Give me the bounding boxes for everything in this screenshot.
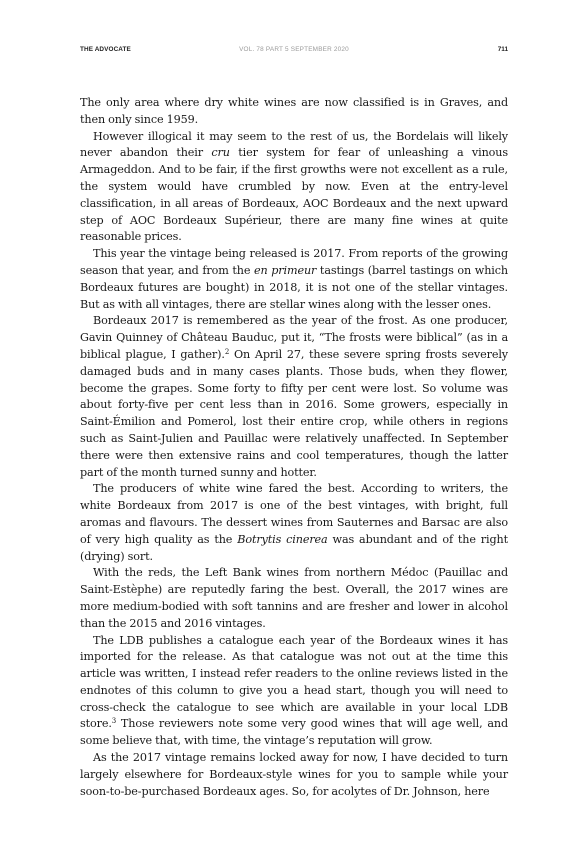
italic-term: Botrytis cinerea (237, 532, 328, 546)
issue-info: VOL. 78 PART 5 SEPTEMBER 2020 (239, 46, 349, 53)
paragraph-6: With the reds, the Left Bank wines from northern Médoc (Pauillac and Saint-Estèphe) are reputedly faring the best. Overall, the 2017 wines are more medium-bodied with soft tannins and are fresher and lower in alcohol than the 2015 and 2016 vintages. (80, 566, 508, 630)
paragraph-1: The only area where dry white wines are now classified is in Graves, and then only since 1959. (80, 96, 508, 126)
running-header (80, 46, 508, 58)
paragraph-2: However illogical it may seem to the rest of us, the Bordelais will likely never abandon their cru tier system for fear of unleashing a vinous Armageddon. And to be fair, if the first growths were not excellent as a rule, the system would have crumbled by now. Even at the entry-level classification, in all areas of Bordeaux, AOC Bordeaux and the next upward step of AOC Bordeaux Supérieur, there are many fine wines at quite reasonable prices. (80, 129, 508, 244)
page-number: 711 (497, 46, 508, 53)
paragraph-7: The LDB publishes a catalogue each year of the Bordeaux wines it has imported for the release. As that catalogue was not out at the time this article was written, I instead refer readers to the online reviews listed in the endnotes of this column to give you a head start, though you will need to cross-check the catalogue to see which are available in your local LDB store.$^3$ Those reviewers note some very good wines that will age well, and some believe that, with time, the vintage’s reputation will grow. (80, 633, 508, 748)
journal-name: THE ADVOCATE (80, 46, 131, 53)
paragraph-3: This year the vintage being released is 2017. From reports of the growing season that year, and from the en primeur tastings (barrel tastings on which Bordeaux futures are bought) in 2018, it is not one of the stellar vintages. But as with all vintages, there are stellar wines along with the lesser ones. (80, 247, 508, 311)
footnote-ref: 2 (224, 347, 230, 356)
italic-term: en primeur (254, 263, 317, 277)
footnote-ref: 3 (111, 717, 117, 726)
italic-term: cru (211, 146, 230, 160)
paragraph-5: The producers of white wine fared the best. According to writers, the white Bordeaux from 2017 is one of the best vintages, with bright, full aromas and flavours. The dessert wines from Sauternes and Barsac are also of very high quality as the Botrytis cinerea was abundant and of the right (drying) sort. (80, 482, 508, 563)
paragraph-4: Bordeaux 2017 is remembered as the year of the frost. As one producer, Gavin Quinney of Château Bauduc, put it, “The frosts were biblical” (as in a biblical plague, I gather).$^2$ On April 27, these severe spring frosts severely damaged buds and in many cases plants. Those buds, when they flower, become the grapes. Some forty to fifty per cent were lost. So volume was about forty-five per cent less than in 2016. Some growers, especially in Saint-Émilion and Pomerol, lost their entire crop, while others in regions such as Saint-Julien and Pauillac were relatively unaffected. In September there were then extensive rains and cool temperatures, though the latter part of the month turned sunny and hotter. (80, 314, 508, 479)
paragraph-8: As the 2017 vintage remains locked away for now, I have decided to turn largely elsewhere for Bordeaux-style wines for you to sample while your soon-to-be-purchased Bordeaux ages. So, for acolytes of Dr. Johnson, here (80, 751, 508, 798)
article-body (80, 95, 508, 800)
